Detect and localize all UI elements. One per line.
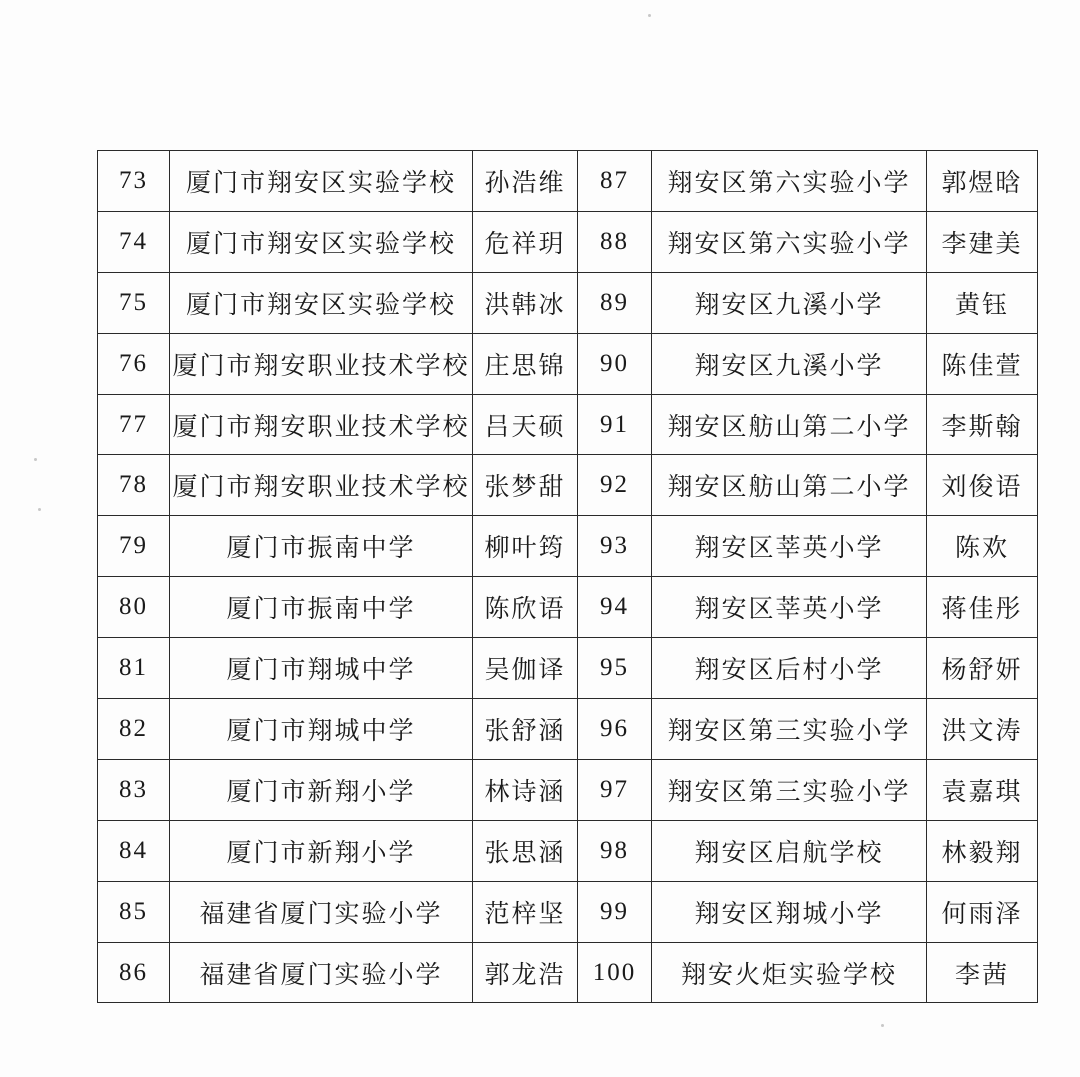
student-name-right: 洪文涛 [927, 699, 1038, 760]
student-name-right: 林毅翔 [927, 820, 1038, 881]
row-number-left: 84 [98, 820, 170, 881]
school-name-left: 厦门市振南中学 [170, 516, 473, 577]
table-row [98, 577, 1038, 638]
row-number-right: 88 [578, 211, 652, 272]
row-number-right: 89 [578, 272, 652, 333]
student-name-left: 张思涵 [473, 820, 578, 881]
table-row [98, 699, 1038, 760]
student-name-right: 刘俊语 [927, 455, 1038, 516]
row-number-left: 76 [98, 333, 170, 394]
table-row [98, 455, 1038, 516]
school-name-left: 厦门市翔城中学 [170, 638, 473, 699]
student-name-left: 林诗涵 [473, 759, 578, 820]
school-name-left: 厦门市翔城中学 [170, 699, 473, 760]
student-name-left: 危祥玥 [473, 211, 578, 272]
school-name-left: 厦门市翔安区实验学校 [170, 151, 473, 212]
student-roster-table [97, 150, 1038, 1003]
school-name-right: 翔安区第三实验小学 [652, 759, 927, 820]
table-row [98, 211, 1038, 272]
table-row [98, 151, 1038, 212]
row-number-left: 81 [98, 638, 170, 699]
table-row [98, 333, 1038, 394]
student-name-right: 袁嘉琪 [927, 759, 1038, 820]
student-name-left: 吕天硕 [473, 394, 578, 455]
student-name-left: 张梦甜 [473, 455, 578, 516]
row-number-left: 77 [98, 394, 170, 455]
table-row [98, 759, 1038, 820]
scan-speck [38, 508, 41, 511]
scan-speck [34, 458, 37, 461]
student-name-left: 孙浩维 [473, 151, 578, 212]
student-name-left: 庄思锦 [473, 333, 578, 394]
student-name-right: 何雨泽 [927, 881, 1038, 942]
row-number-left: 79 [98, 516, 170, 577]
school-name-left: 福建省厦门实验小学 [170, 942, 473, 1003]
school-name-left: 厦门市翔安职业技术学校 [170, 455, 473, 516]
row-number-right: 97 [578, 759, 652, 820]
school-name-right: 翔安区第六实验小学 [652, 211, 927, 272]
row-number-left: 74 [98, 211, 170, 272]
student-name-right: 陈佳萱 [927, 333, 1038, 394]
scan-speck [648, 14, 651, 17]
student-name-left: 吴伽译 [473, 638, 578, 699]
student-name-left: 郭龙浩 [473, 942, 578, 1003]
row-number-left: 82 [98, 699, 170, 760]
row-number-right: 90 [578, 333, 652, 394]
school-name-right: 翔安区舫山第二小学 [652, 394, 927, 455]
row-number-right: 94 [578, 577, 652, 638]
student-name-right: 郭煜晗 [927, 151, 1038, 212]
table-row [98, 272, 1038, 333]
school-name-right: 翔安区舫山第二小学 [652, 455, 927, 516]
student-name-left: 柳叶筠 [473, 516, 578, 577]
row-number-left: 85 [98, 881, 170, 942]
row-number-right: 96 [578, 699, 652, 760]
student-name-right: 李建美 [927, 211, 1038, 272]
row-number-left: 78 [98, 455, 170, 516]
row-number-left: 80 [98, 577, 170, 638]
school-name-left: 厦门市翔安区实验学校 [170, 272, 473, 333]
row-number-right: 93 [578, 516, 652, 577]
school-name-left: 厦门市振南中学 [170, 577, 473, 638]
row-number-right: 100 [578, 942, 652, 1003]
row-number-right: 95 [578, 638, 652, 699]
roster-body [98, 151, 1038, 1003]
school-name-left: 厦门市新翔小学 [170, 759, 473, 820]
school-name-right: 翔安区九溪小学 [652, 272, 927, 333]
school-name-right: 翔安区后村小学 [652, 638, 927, 699]
student-name-right: 蒋佳彤 [927, 577, 1038, 638]
school-name-right: 翔安区第三实验小学 [652, 699, 927, 760]
student-name-right: 杨舒妍 [927, 638, 1038, 699]
row-number-left: 86 [98, 942, 170, 1003]
table-row [98, 638, 1038, 699]
student-name-right: 李茜 [927, 942, 1038, 1003]
student-name-left: 张舒涵 [473, 699, 578, 760]
school-name-right: 翔安区第六实验小学 [652, 151, 927, 212]
student-name-left: 范梓坚 [473, 881, 578, 942]
row-number-right: 99 [578, 881, 652, 942]
school-name-left: 福建省厦门实验小学 [170, 881, 473, 942]
school-name-right: 翔安区九溪小学 [652, 333, 927, 394]
row-number-left: 75 [98, 272, 170, 333]
row-number-right: 98 [578, 820, 652, 881]
table-row [98, 516, 1038, 577]
row-number-right: 91 [578, 394, 652, 455]
scan-speck [881, 1024, 884, 1027]
row-number-left: 83 [98, 759, 170, 820]
row-number-left: 73 [98, 151, 170, 212]
row-number-right: 87 [578, 151, 652, 212]
row-number-right: 92 [578, 455, 652, 516]
school-name-right: 翔安区莘英小学 [652, 577, 927, 638]
student-name-right: 黄钰 [927, 272, 1038, 333]
student-name-left: 陈欣语 [473, 577, 578, 638]
school-name-right: 翔安区翔城小学 [652, 881, 927, 942]
table-row [98, 942, 1038, 1003]
student-name-right: 陈欢 [927, 516, 1038, 577]
table-row [98, 394, 1038, 455]
table-row [98, 820, 1038, 881]
student-name-right: 李斯翰 [927, 394, 1038, 455]
school-name-left: 厦门市翔安职业技术学校 [170, 394, 473, 455]
school-name-right: 翔安区启航学校 [652, 820, 927, 881]
school-name-right: 翔安区莘英小学 [652, 516, 927, 577]
school-name-left: 厦门市新翔小学 [170, 820, 473, 881]
school-name-right: 翔安火炬实验学校 [652, 942, 927, 1003]
school-name-left: 厦门市翔安区实验学校 [170, 211, 473, 272]
school-name-left: 厦门市翔安职业技术学校 [170, 333, 473, 394]
table-row [98, 881, 1038, 942]
student-name-left: 洪韩冰 [473, 272, 578, 333]
